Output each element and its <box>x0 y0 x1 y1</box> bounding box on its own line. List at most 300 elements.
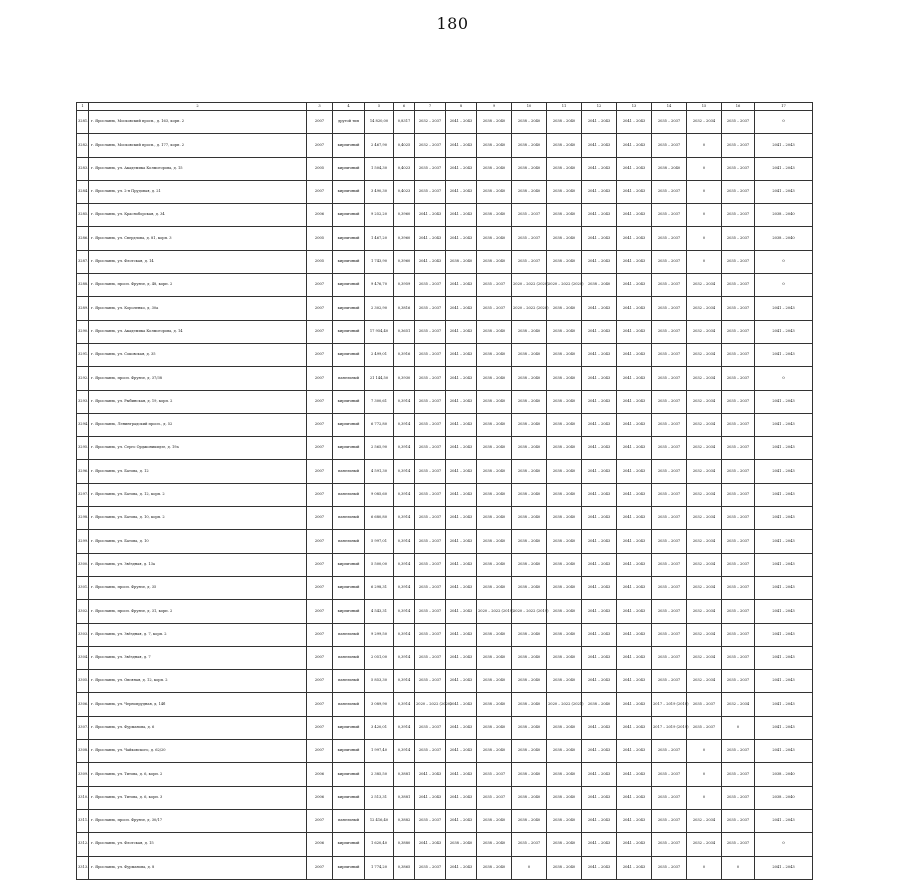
cell-period-col-9: 2038 – 2040 <box>477 576 512 599</box>
cell-year: 2007 <box>307 600 333 623</box>
cell-coefficient: 0,3914 <box>394 670 415 693</box>
cell-period-col-8: 2038 – 2040 <box>446 833 477 856</box>
table-row <box>77 833 813 856</box>
cell-year: 2007 <box>307 716 333 739</box>
cell-period-col-14: 2035 – 2037 <box>652 763 687 786</box>
cell-period-col-11: 2038 – 2040 <box>547 483 582 506</box>
cell-period-col-7: 2041 – 2043 <box>415 204 446 227</box>
cell-period-col-14: 2035 – 2037 <box>652 274 687 297</box>
cell-address: г. Ярославль, ул. Овсяная, д. 12, корп. 2 <box>89 670 307 693</box>
cell-period-col-16: 2032 – 2034 <box>722 693 755 716</box>
cell-coefficient: 0,4023 <box>394 157 415 180</box>
cell-area: 2 467,90 <box>365 134 394 157</box>
cell-year: 2005 <box>307 250 333 273</box>
cell-row-number: 3293. <box>77 390 89 413</box>
table-row <box>77 670 813 693</box>
cell-address: г. Ярославль, просп. Фрунзе, д. 30/17 <box>89 809 307 832</box>
cell-wall-material: кирпичный <box>333 157 365 180</box>
cell-wall-material: панельный <box>333 646 365 669</box>
cell-period-col-13: 2041 – 2043 <box>617 740 652 763</box>
cell-period-col-9: 2038 – 2040 <box>477 134 512 157</box>
cell-period-col-15: 2032 – 2034 <box>687 600 722 623</box>
table-row <box>77 646 813 669</box>
cell-year: 2007 <box>307 856 333 879</box>
cell-wall-material: кирпичный <box>333 343 365 366</box>
cell-period-col-11: 2020 – 2022 (2020) <box>547 274 582 297</box>
cell-row-number: 3298. <box>77 507 89 530</box>
cell-period-col-16: 2035 – 2037 <box>722 460 755 483</box>
cell-year: 2007 <box>307 297 333 320</box>
cell-period-col-8: 2041 – 2043 <box>446 134 477 157</box>
cell-period-col-7: 2035 – 2037 <box>415 483 446 506</box>
cell-period-col-15: 2032 – 2034 <box>687 390 722 413</box>
cell-period-col-10: 2038 – 2040 <box>512 646 547 669</box>
cell-address: г. Ярославль, ул. Фурманова, д. 6 <box>89 716 307 739</box>
cell-period-col-17: 2041 – 2043 <box>755 134 813 157</box>
cell-period-col-7: 2020 – 2022 (2020) <box>415 693 446 716</box>
cell-period-col-17: 2041 – 2043 <box>755 483 813 506</box>
cell-year: 2006 <box>307 204 333 227</box>
cell-period-col-9: 2038 – 2040 <box>477 740 512 763</box>
cell-year: 2007 <box>307 576 333 599</box>
cell-coefficient: 0,3959 <box>394 274 415 297</box>
cell-period-col-16: 2035 – 2037 <box>722 343 755 366</box>
cell-address: г. Ярославль, просп. Фрунзе, д. 31, корп. 2 <box>89 600 307 623</box>
cell-period-col-8: 2041 – 2043 <box>446 320 477 343</box>
cell-period-col-12: 2041 – 2043 <box>582 763 617 786</box>
cell-coefficient: 0,3914 <box>394 507 415 530</box>
cell-period-col-17: 2038 – 2040 <box>755 763 813 786</box>
cell-period-col-11: 2038 – 2040 <box>547 413 582 436</box>
cell-period-col-9: 2038 – 2040 <box>477 367 512 390</box>
cell-period-col-17: 2041 – 2043 <box>755 180 813 203</box>
cell-coefficient: 0,3914 <box>394 437 415 460</box>
cell-period-col-11: 2038 – 2040 <box>547 250 582 273</box>
cell-period-col-16: 2035 – 2037 <box>722 111 755 134</box>
table-row <box>77 413 813 436</box>
cell-period-col-13: 2041 – 2043 <box>617 507 652 530</box>
cell-area: 12 416,40 <box>365 809 394 832</box>
cell-period-col-9: 2038 – 2040 <box>477 693 512 716</box>
cell-period-col-16: 2035 – 2037 <box>722 763 755 786</box>
cell-area: 1 997,40 <box>365 740 394 763</box>
cell-period-col-14: 2035 – 2037 <box>652 437 687 460</box>
cell-row-number: 3303. <box>77 623 89 646</box>
cell-period-col-13: 2041 – 2043 <box>617 716 652 739</box>
cell-period-col-13: 2041 – 2043 <box>617 693 652 716</box>
table-row <box>77 600 813 623</box>
cell-row-number: 3287. <box>77 250 89 273</box>
cell-period-col-15: 0 <box>687 763 722 786</box>
cell-coefficient: 0,3914 <box>394 413 415 436</box>
cell-year: 2007 <box>307 483 333 506</box>
cell-address: г. Ярославль, Московский просп., д. 177, корп. 2 <box>89 134 307 157</box>
cell-period-col-13: 2041 – 2043 <box>617 646 652 669</box>
cell-period-col-13: 2041 – 2043 <box>617 670 652 693</box>
cell-area: 4 591,30 <box>365 460 394 483</box>
cell-wall-material: панельный <box>333 670 365 693</box>
cell-period-col-11: 2038 – 2040 <box>547 111 582 134</box>
column-header: 4 <box>333 103 365 111</box>
table-row <box>77 180 813 203</box>
cell-period-col-12: 2041 – 2043 <box>582 833 617 856</box>
cell-period-col-12: 2038 – 2040 <box>582 693 617 716</box>
cell-coefficient: 0,3914 <box>394 460 415 483</box>
cell-period-col-9: 2038 – 2040 <box>477 180 512 203</box>
cell-period-col-11: 2038 – 2040 <box>547 623 582 646</box>
cell-period-col-15: 2032 – 2034 <box>687 553 722 576</box>
cell-period-col-12: 2041 – 2043 <box>582 180 617 203</box>
cell-coefficient: 0,3914 <box>394 623 415 646</box>
cell-period-col-16: 2035 – 2037 <box>722 646 755 669</box>
cell-year: 2005 <box>307 157 333 180</box>
cell-period-col-14: 2035 – 2037 <box>652 740 687 763</box>
cell-period-col-8: 2041 – 2043 <box>446 716 477 739</box>
cell-period-col-12: 2041 – 2043 <box>582 297 617 320</box>
cell-period-col-8: 2041 – 2043 <box>446 553 477 576</box>
cell-period-col-17: 0 <box>755 111 813 134</box>
cell-period-col-8: 2041 – 2043 <box>446 437 477 460</box>
cell-period-col-15: 2032 – 2034 <box>687 833 722 856</box>
cell-row-number: 3307. <box>77 716 89 739</box>
cell-area: 1 743,90 <box>365 250 394 273</box>
cell-coefficient: 0,8317 <box>394 111 415 134</box>
table-header-row <box>77 103 813 111</box>
cell-address: г. Ярославль, ул. Звёздная, д. 7 <box>89 646 307 669</box>
cell-period-col-17: 2041 – 2043 <box>755 716 813 739</box>
cell-period-col-13: 2041 – 2043 <box>617 809 652 832</box>
cell-period-col-14: 2035 – 2037 <box>652 297 687 320</box>
cell-period-col-17: 2041 – 2043 <box>755 553 813 576</box>
cell-period-col-7: 2035 – 2037 <box>415 343 446 366</box>
cell-period-col-16: 2035 – 2037 <box>722 250 755 273</box>
cell-row-number: 3306. <box>77 693 89 716</box>
cell-period-col-8: 2041 – 2043 <box>446 600 477 623</box>
cell-period-col-9: 2038 – 2040 <box>477 623 512 646</box>
cell-period-col-10: 2038 – 2040 <box>512 320 547 343</box>
cell-period-col-7: 2041 – 2043 <box>415 227 446 250</box>
cell-coefficient: 0,3651 <box>394 320 415 343</box>
cell-period-col-7: 2035 – 2037 <box>415 274 446 297</box>
cell-period-col-13: 2041 – 2043 <box>617 437 652 460</box>
cell-period-col-9: 2038 – 2040 <box>477 646 512 669</box>
cell-period-col-13: 2041 – 2043 <box>617 343 652 366</box>
column-header: 5 <box>365 103 394 111</box>
cell-period-col-12: 2041 – 2043 <box>582 111 617 134</box>
cell-period-col-9: 2038 – 2040 <box>477 809 512 832</box>
cell-period-col-10: 2038 – 2040 <box>512 763 547 786</box>
cell-wall-material: кирпичный <box>333 413 365 436</box>
cell-period-col-15: 2032 – 2034 <box>687 343 722 366</box>
cell-coefficient: 0,3914 <box>394 693 415 716</box>
cell-period-col-16: 0 <box>722 716 755 739</box>
cell-coefficient: 0,3865 <box>394 856 415 879</box>
table-row <box>77 716 813 739</box>
cell-wall-material: кирпичный <box>333 833 365 856</box>
cell-period-col-17: 2041 – 2043 <box>755 343 813 366</box>
cell-period-col-14: 2035 – 2037 <box>652 250 687 273</box>
cell-row-number: 3291. <box>77 343 89 366</box>
cell-period-col-11: 2038 – 2040 <box>547 157 582 180</box>
cell-period-col-9: 2020 – 2022 (2019) <box>477 600 512 623</box>
cell-address: г. Ярославль, ул. Рыбинская, д. 19, корп. 2 <box>89 390 307 413</box>
cell-period-col-7: 2035 – 2037 <box>415 600 446 623</box>
cell-period-col-15: 2032 – 2034 <box>687 413 722 436</box>
cell-period-col-12: 2041 – 2043 <box>582 786 617 809</box>
cell-period-col-14: 2035 – 2037 <box>652 623 687 646</box>
cell-period-col-7: 2035 – 2037 <box>415 297 446 320</box>
cell-period-col-11: 2038 – 2040 <box>547 437 582 460</box>
cell-period-col-14: 2035 – 2037 <box>652 227 687 250</box>
cell-period-col-7: 2041 – 2043 <box>415 833 446 856</box>
cell-area: 3 490,30 <box>365 180 394 203</box>
cell-period-col-13: 2041 – 2043 <box>617 390 652 413</box>
cell-coefficient: 0,3881 <box>394 786 415 809</box>
cell-period-col-11: 2038 – 2040 <box>547 390 582 413</box>
cell-period-col-14: 2035 – 2037 <box>652 320 687 343</box>
table-row <box>77 367 813 390</box>
cell-row-number: 3297. <box>77 483 89 506</box>
cell-period-col-11: 2038 – 2040 <box>547 343 582 366</box>
cell-period-col-17: 2041 – 2043 <box>755 437 813 460</box>
table-row <box>77 134 813 157</box>
cell-period-col-9: 2038 – 2040 <box>477 460 512 483</box>
cell-period-col-8: 2041 – 2043 <box>446 740 477 763</box>
table-row <box>77 157 813 180</box>
cell-row-number: 3305. <box>77 670 89 693</box>
cell-wall-material: кирпичный <box>333 576 365 599</box>
cell-period-col-10: 2038 – 2040 <box>512 180 547 203</box>
cell-row-number: 3282. <box>77 134 89 157</box>
cell-period-col-14: 2035 – 2037 <box>652 507 687 530</box>
cell-period-col-14: 2035 – 2037 <box>652 646 687 669</box>
table-row <box>77 623 813 646</box>
cell-address: г. Ярославль, ул. Короленко, д. 30а <box>89 297 307 320</box>
cell-address: г. Ярославль, Московский просп., д. 163, корп. 2 <box>89 111 307 134</box>
cell-wall-material: кирпичный <box>333 274 365 297</box>
cell-row-number: 3295. <box>77 437 89 460</box>
cell-period-col-10: 2038 – 2040 <box>512 390 547 413</box>
table-row <box>77 111 813 134</box>
cell-period-col-9: 2038 – 2040 <box>477 483 512 506</box>
cell-address: г. Ярославль, ул. Серго Орджоникидзе, д. 19а <box>89 437 307 460</box>
cell-year: 2007 <box>307 693 333 716</box>
cell-period-col-12: 2041 – 2043 <box>582 134 617 157</box>
cell-period-col-16: 2035 – 2037 <box>722 157 755 180</box>
cell-period-col-15: 2032 – 2034 <box>687 320 722 343</box>
table-row <box>77 483 813 506</box>
cell-period-col-17: 2041 – 2043 <box>755 693 813 716</box>
cell-period-col-16: 2035 – 2037 <box>722 367 755 390</box>
cell-year: 2007 <box>307 180 333 203</box>
cell-period-col-15: 0 <box>687 180 722 203</box>
cell-period-col-10: 2035 – 2037 <box>512 833 547 856</box>
column-header: 16 <box>722 103 755 111</box>
cell-period-col-16: 2035 – 2037 <box>722 320 755 343</box>
cell-period-col-7: 2035 – 2037 <box>415 553 446 576</box>
cell-year: 2006 <box>307 786 333 809</box>
cell-period-col-15: 0 <box>687 786 722 809</box>
cell-period-col-10: 2038 – 2040 <box>512 530 547 553</box>
cell-year: 2007 <box>307 111 333 134</box>
cell-area: 2 565,90 <box>365 437 394 460</box>
cell-period-col-7: 2035 – 2037 <box>415 157 446 180</box>
cell-period-col-14: 2035 – 2037 <box>652 343 687 366</box>
cell-period-col-12: 2041 – 2043 <box>582 507 617 530</box>
cell-coefficient: 0,3880 <box>394 833 415 856</box>
cell-period-col-10: 2020 – 2022 (2019) <box>512 600 547 623</box>
cell-period-col-8: 2041 – 2043 <box>446 623 477 646</box>
column-header: 9 <box>477 103 512 111</box>
cell-period-col-9: 2038 – 2040 <box>477 111 512 134</box>
cell-period-col-11: 2038 – 2040 <box>547 670 582 693</box>
cell-wall-material: кирпичный <box>333 134 365 157</box>
cell-period-col-13: 2041 – 2043 <box>617 530 652 553</box>
cell-period-col-12: 2041 – 2043 <box>582 250 617 273</box>
cell-period-col-8: 2041 – 2043 <box>446 343 477 366</box>
cell-area: 3 089,90 <box>365 693 394 716</box>
cell-row-number: 3299. <box>77 530 89 553</box>
cell-area: 1 467,20 <box>365 227 394 250</box>
cell-period-col-15: 2032 – 2034 <box>687 507 722 530</box>
cell-period-col-12: 2041 – 2043 <box>582 740 617 763</box>
cell-period-col-17: 2041 – 2043 <box>755 600 813 623</box>
table-row <box>77 250 813 273</box>
table-row <box>77 390 813 413</box>
cell-address: г. Ярославль, ул. Батова, д. 12 <box>89 460 307 483</box>
column-header: 15 <box>687 103 722 111</box>
cell-period-col-9: 2038 – 2040 <box>477 227 512 250</box>
cell-coefficient: 0,3914 <box>394 553 415 576</box>
cell-period-col-13: 2041 – 2043 <box>617 297 652 320</box>
cell-year: 2007 <box>307 274 333 297</box>
cell-period-col-9: 2038 – 2040 <box>477 204 512 227</box>
cell-period-col-7: 2035 – 2037 <box>415 367 446 390</box>
cell-period-col-16: 2035 – 2037 <box>722 297 755 320</box>
cell-period-col-7: 2035 – 2037 <box>415 507 446 530</box>
cell-period-col-12: 2038 – 2040 <box>582 274 617 297</box>
cell-row-number: 3309. <box>77 763 89 786</box>
cell-period-col-7: 2035 – 2037 <box>415 460 446 483</box>
cell-period-col-8: 2041 – 2043 <box>446 274 477 297</box>
table-row <box>77 460 813 483</box>
cell-period-col-14: 2035 – 2037 <box>652 553 687 576</box>
cell-row-number: 3311. <box>77 809 89 832</box>
cell-period-col-10: 2038 – 2040 <box>512 437 547 460</box>
column-header: 12 <box>582 103 617 111</box>
cell-address: г. Ярославль, ул. Чернопрудная, д. 14б <box>89 693 307 716</box>
cell-period-col-12: 2041 – 2043 <box>582 320 617 343</box>
cell-period-col-15: 2032 – 2034 <box>687 809 722 832</box>
cell-period-col-11: 2038 – 2040 <box>547 297 582 320</box>
cell-period-col-11: 2038 – 2040 <box>547 227 582 250</box>
cell-area: 3 420,01 <box>365 716 394 739</box>
cell-period-col-12: 2041 – 2043 <box>582 437 617 460</box>
cell-row-number: 3304. <box>77 646 89 669</box>
cell-period-col-8: 2041 – 2043 <box>446 180 477 203</box>
cell-period-col-10: 2038 – 2040 <box>512 670 547 693</box>
cell-period-col-15: 2032 – 2034 <box>687 437 722 460</box>
cell-period-col-17: 2041 – 2043 <box>755 646 813 669</box>
cell-period-col-8: 2041 – 2043 <box>446 297 477 320</box>
cell-coefficient: 0,3930 <box>394 367 415 390</box>
cell-address: г. Ярославль, ул. Батова, д. 12, корп. 2 <box>89 483 307 506</box>
cell-period-col-14: 2038 – 2040 <box>652 157 687 180</box>
cell-year: 2007 <box>307 460 333 483</box>
cell-year: 2007 <box>307 343 333 366</box>
cell-row-number: 3290. <box>77 320 89 343</box>
cell-period-col-9: 2038 – 2040 <box>477 833 512 856</box>
cell-period-col-16: 2035 – 2037 <box>722 390 755 413</box>
table-row <box>77 437 813 460</box>
cell-row-number: 3283. <box>77 157 89 180</box>
cell-period-col-17: 0 <box>755 274 813 297</box>
column-header: 3 <box>307 103 333 111</box>
cell-period-col-17: 0 <box>755 833 813 856</box>
cell-period-col-15: 2032 – 2034 <box>687 367 722 390</box>
cell-period-col-16: 2035 – 2037 <box>722 553 755 576</box>
cell-period-col-14: 2035 – 2037 <box>652 833 687 856</box>
cell-period-col-7: 2035 – 2037 <box>415 809 446 832</box>
cell-period-col-15: 2032 – 2034 <box>687 670 722 693</box>
cell-area: 2 513,31 <box>365 786 394 809</box>
cell-address: г. Ярославль, ул. Академика Колмогорова, д. 15 <box>89 157 307 180</box>
cell-period-col-14: 2035 – 2037 <box>652 134 687 157</box>
cell-period-col-13: 2041 – 2043 <box>617 600 652 623</box>
cell-row-number: 3310. <box>77 786 89 809</box>
cell-period-col-14: 2035 – 2037 <box>652 600 687 623</box>
cell-year: 2007 <box>307 390 333 413</box>
cell-period-col-10: 2038 – 2040 <box>512 134 547 157</box>
cell-period-col-17: 2038 – 2040 <box>755 204 813 227</box>
cell-area: 17 954,40 <box>365 320 394 343</box>
cell-period-col-9: 2038 – 2040 <box>477 856 512 879</box>
cell-period-col-11: 2038 – 2040 <box>547 460 582 483</box>
cell-area: 6 680,80 <box>365 507 394 530</box>
cell-address: г. Ярославль, ул. Чайковского, д. 62/20 <box>89 740 307 763</box>
cell-address: г. Ярославль, ул. Фурманова, д. 8 <box>89 856 307 879</box>
cell-year: 2007 <box>307 320 333 343</box>
cell-period-col-11: 2020 – 2022 (2021) <box>547 693 582 716</box>
cell-period-col-14: 2035 – 2037 <box>652 413 687 436</box>
cell-period-col-11: 2038 – 2040 <box>547 646 582 669</box>
cell-period-col-14: 2035 – 2037 <box>652 390 687 413</box>
cell-period-col-9: 2038 – 2040 <box>477 390 512 413</box>
cell-period-col-17: 2041 – 2043 <box>755 623 813 646</box>
cell-period-col-16: 2035 – 2037 <box>722 274 755 297</box>
cell-period-col-17: 2041 – 2043 <box>755 530 813 553</box>
table-row <box>77 204 813 227</box>
cell-period-col-7: 2035 – 2037 <box>415 530 446 553</box>
cell-coefficient: 0,3914 <box>394 740 415 763</box>
cell-period-col-16: 2035 – 2037 <box>722 809 755 832</box>
cell-wall-material: панельный <box>333 693 365 716</box>
cell-period-col-11: 2038 – 2040 <box>547 134 582 157</box>
cell-period-col-11: 2038 – 2040 <box>547 716 582 739</box>
cell-period-col-17: 2038 – 2040 <box>755 786 813 809</box>
column-header: 7 <box>415 103 446 111</box>
cell-wall-material: кирпичный <box>333 250 365 273</box>
cell-period-col-17: 2041 – 2043 <box>755 809 813 832</box>
cell-period-col-16: 0 <box>722 856 755 879</box>
cell-period-col-12: 2041 – 2043 <box>582 553 617 576</box>
cell-period-col-13: 2041 – 2043 <box>617 483 652 506</box>
cell-period-col-13: 2041 – 2043 <box>617 460 652 483</box>
cell-period-col-10: 2038 – 2040 <box>512 623 547 646</box>
cell-wall-material: кирпичный <box>333 390 365 413</box>
cell-row-number: 3313. <box>77 856 89 879</box>
cell-period-col-16: 2035 – 2037 <box>722 204 755 227</box>
